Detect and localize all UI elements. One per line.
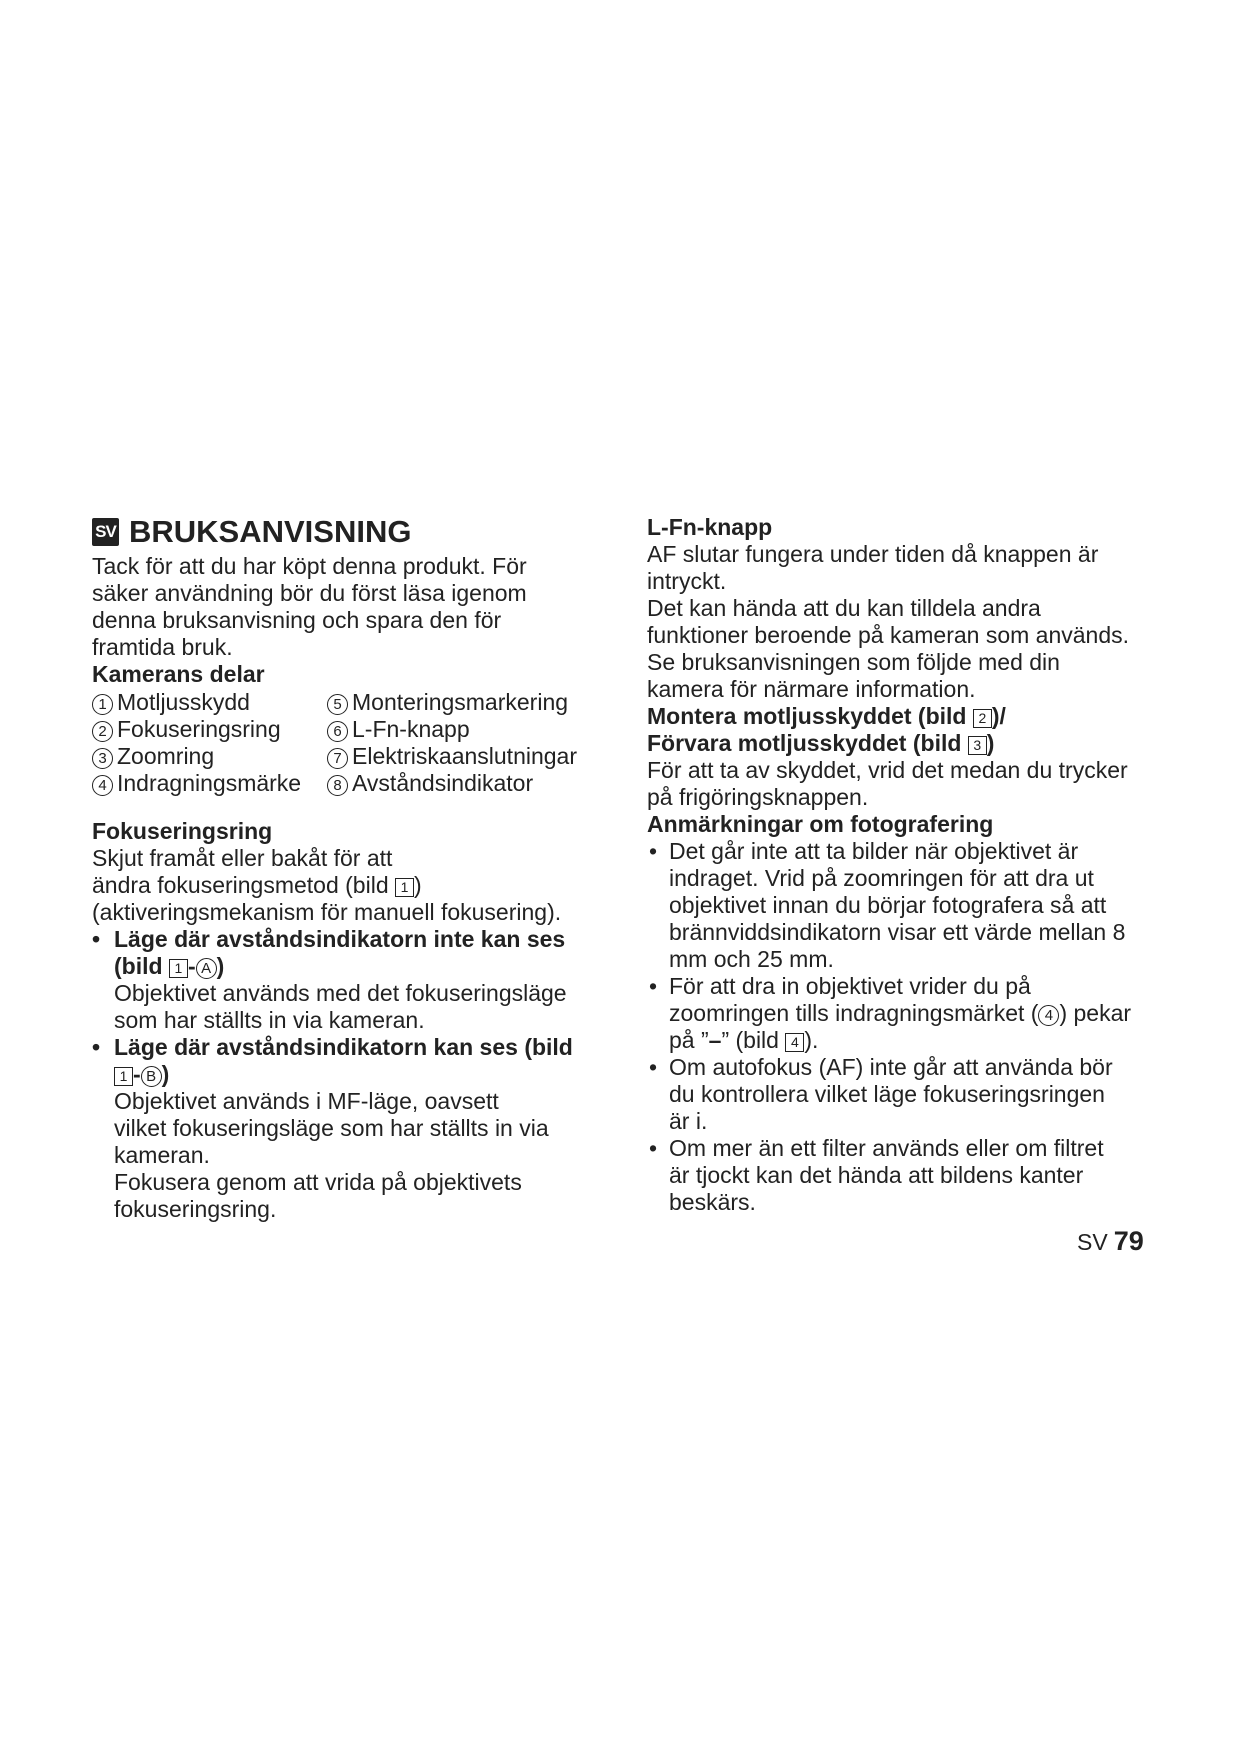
note-text: du kontrollera vilket läge fokuseringsringen: [669, 1081, 1105, 1107]
bullet-b-text: Objektivet används i MF-läge, oavsett: [114, 1088, 499, 1114]
text-fragment: Det går inte att ta bilder när objektivet är: [669, 838, 1079, 864]
note-text: objektivet innan du börjar fotografera så att: [669, 892, 1107, 918]
note-text: indraget. Vrid på zoomringen för att dra ut: [669, 865, 1094, 891]
note-text: mm och 25 mm.: [669, 946, 834, 972]
lfn-text: intryckt.: [647, 568, 727, 594]
part-item: [92, 770, 301, 797]
bullet-a-text: som har ställts in via kameran.: [114, 1007, 425, 1033]
lfn-text: kamera för närmare information.: [647, 676, 976, 702]
part-number: 8: [327, 775, 348, 796]
text-fragment: Förvara motljusskyddet (bild: [647, 730, 968, 756]
bullet-b-heading: [92, 1034, 573, 1061]
part-label: Zoomring: [117, 743, 215, 769]
parts-heading: Kamerans delar: [92, 661, 265, 687]
text-fragment: Montera motljusskyddet (bild: [647, 703, 973, 729]
text-fragment: ): [986, 730, 995, 756]
page-number: 79: [1113, 1226, 1144, 1256]
part-number: 1: [92, 694, 113, 715]
bullet-a-text: Objektivet används med det fokuseringsläge: [114, 980, 567, 1006]
bullet-icon: •: [649, 838, 658, 864]
note-text: brännviddsindikatorn visar ett värde mellan 8: [669, 919, 1126, 945]
lfn-heading: L-Fn-knapp: [647, 514, 773, 540]
part-label: Elektriskaanslutningar: [352, 743, 578, 769]
part-number: 5: [327, 694, 348, 715]
intro-line: denna bruksanvisning och spara den för: [92, 607, 502, 633]
intro-line: framtida bruk.: [92, 634, 233, 660]
part-label: Motljusskydd: [117, 689, 250, 715]
figure-ref: 1: [114, 1067, 133, 1086]
mount-heading: [647, 730, 994, 757]
note-item: [647, 1054, 1113, 1081]
mount-text: på frigöringsknappen.: [647, 784, 869, 810]
mount-heading: [647, 703, 1006, 730]
bullet-icon: •: [92, 926, 101, 952]
note-item: [647, 1135, 1104, 1162]
part-item: [92, 716, 281, 743]
note-text: [669, 1027, 818, 1054]
part-label: Indragningsmärke: [117, 770, 302, 796]
text-fragment: på ”: [669, 1027, 709, 1053]
lfn-text: funktioner beroende på kameran som används.: [647, 622, 1130, 648]
focus-heading: Fokuseringsring: [92, 818, 273, 844]
bullet-icon: •: [649, 1054, 658, 1080]
bullet-a-heading: [114, 953, 224, 980]
text-fragment: ) pekar: [1059, 1000, 1132, 1026]
text-fragment: Om mer än ett filter används eller om filtret: [669, 1135, 1104, 1161]
lfn-text: Det kan hända att du kan tilldela andra: [647, 595, 1041, 621]
part-item: [327, 716, 470, 743]
text-fragment: ): [161, 1061, 170, 1087]
figure-ref: 1: [169, 959, 188, 978]
note-item: [647, 973, 1031, 1000]
text-fragment: ändra fokuseringsmetod (bild: [92, 872, 395, 898]
figure-ref: 4: [785, 1033, 804, 1052]
part-item: [327, 689, 568, 716]
dash-symbol: –: [708, 1027, 722, 1053]
text-fragment: -: [187, 953, 196, 979]
note-text: är tjockt kan det hända att bildens kanter: [669, 1162, 1084, 1188]
part-label: Fokuseringsring: [117, 716, 281, 742]
part-number: 4: [1038, 1005, 1059, 1026]
bullet-a-heading: [92, 926, 565, 953]
text-fragment: ” (bild: [721, 1027, 786, 1053]
text-fragment: (bild: [114, 953, 169, 979]
text-fragment: Om autofokus (AF) inte går att använda bör: [669, 1054, 1113, 1080]
part-label: Avståndsindikator: [352, 770, 534, 796]
figure-ref: 3: [968, 736, 987, 755]
note-text: beskärs.: [669, 1189, 756, 1215]
part-item: [92, 743, 214, 770]
part-number: 3: [92, 748, 113, 769]
footer-lang: SV: [1077, 1229, 1108, 1255]
bullet-b-text: Fokusera genom att vrida på objektivets: [114, 1169, 522, 1195]
figure-ref: 1: [395, 878, 414, 897]
text-fragment: ): [216, 953, 225, 979]
figure-letter: A: [196, 958, 217, 979]
part-label: Monteringsmarkering: [352, 689, 569, 715]
text-fragment: Läge där avståndsindikatorn inte kan ses: [114, 926, 566, 952]
page-title: [92, 514, 411, 550]
text-fragment: ).: [804, 1027, 819, 1053]
title-text: BRUKSANVISNING: [129, 514, 412, 549]
text-fragment: För att dra in objektivet vrider du på: [669, 973, 1031, 999]
language-badge: SV: [92, 518, 119, 546]
part-number: 7: [327, 748, 348, 769]
notes-heading: Anmärkningar om fotografering: [647, 811, 994, 837]
text-fragment: ): [414, 872, 422, 898]
focus-text: Skjut framåt eller bakåt för att: [92, 845, 393, 871]
bullet-icon: •: [649, 973, 658, 999]
text-fragment: zoomringen tills indragningsmärket (: [669, 1000, 1039, 1026]
part-number: 2: [92, 721, 113, 742]
text-fragment: )/: [991, 703, 1006, 729]
bullet-b-heading: [114, 1061, 169, 1088]
part-number: 4: [92, 775, 113, 796]
lfn-text: Se bruksanvisningen som följde med din: [647, 649, 1060, 675]
part-number: 6: [327, 721, 348, 742]
page-footer: [1077, 1226, 1144, 1257]
mount-text: För att ta av skyddet, vrid det medan du trycker: [647, 757, 1128, 783]
text-fragment: -: [133, 1061, 141, 1087]
note-item: [647, 838, 1078, 865]
part-label: L-Fn-knapp: [352, 716, 470, 742]
part-item: [92, 689, 250, 716]
bullet-b-text: vilket fokuseringsläge som har ställts in via: [114, 1115, 549, 1141]
text-fragment: Läge där avståndsindikatorn kan ses (bild: [114, 1034, 573, 1060]
figure-ref: 2: [973, 709, 992, 728]
intro-line: säker användning bör du först läsa igenom: [92, 580, 527, 606]
focus-text: [92, 872, 422, 899]
part-item: [327, 743, 577, 770]
note-text: [669, 1000, 1131, 1027]
intro-line: Tack för att du har köpt denna produkt. För: [92, 553, 527, 579]
focus-text: (aktiveringsmekanism för manuell fokusering).: [92, 899, 562, 925]
bullet-icon: •: [649, 1135, 658, 1161]
figure-letter: B: [141, 1066, 162, 1087]
lfn-text: AF slutar fungera under tiden då knappen är: [647, 541, 1099, 567]
bullet-b-text: kameran.: [114, 1142, 210, 1168]
bullet-icon: •: [92, 1034, 101, 1060]
part-item: [327, 770, 533, 797]
note-text: är i.: [669, 1108, 708, 1134]
bullet-b-text: fokuseringsring.: [114, 1196, 277, 1222]
